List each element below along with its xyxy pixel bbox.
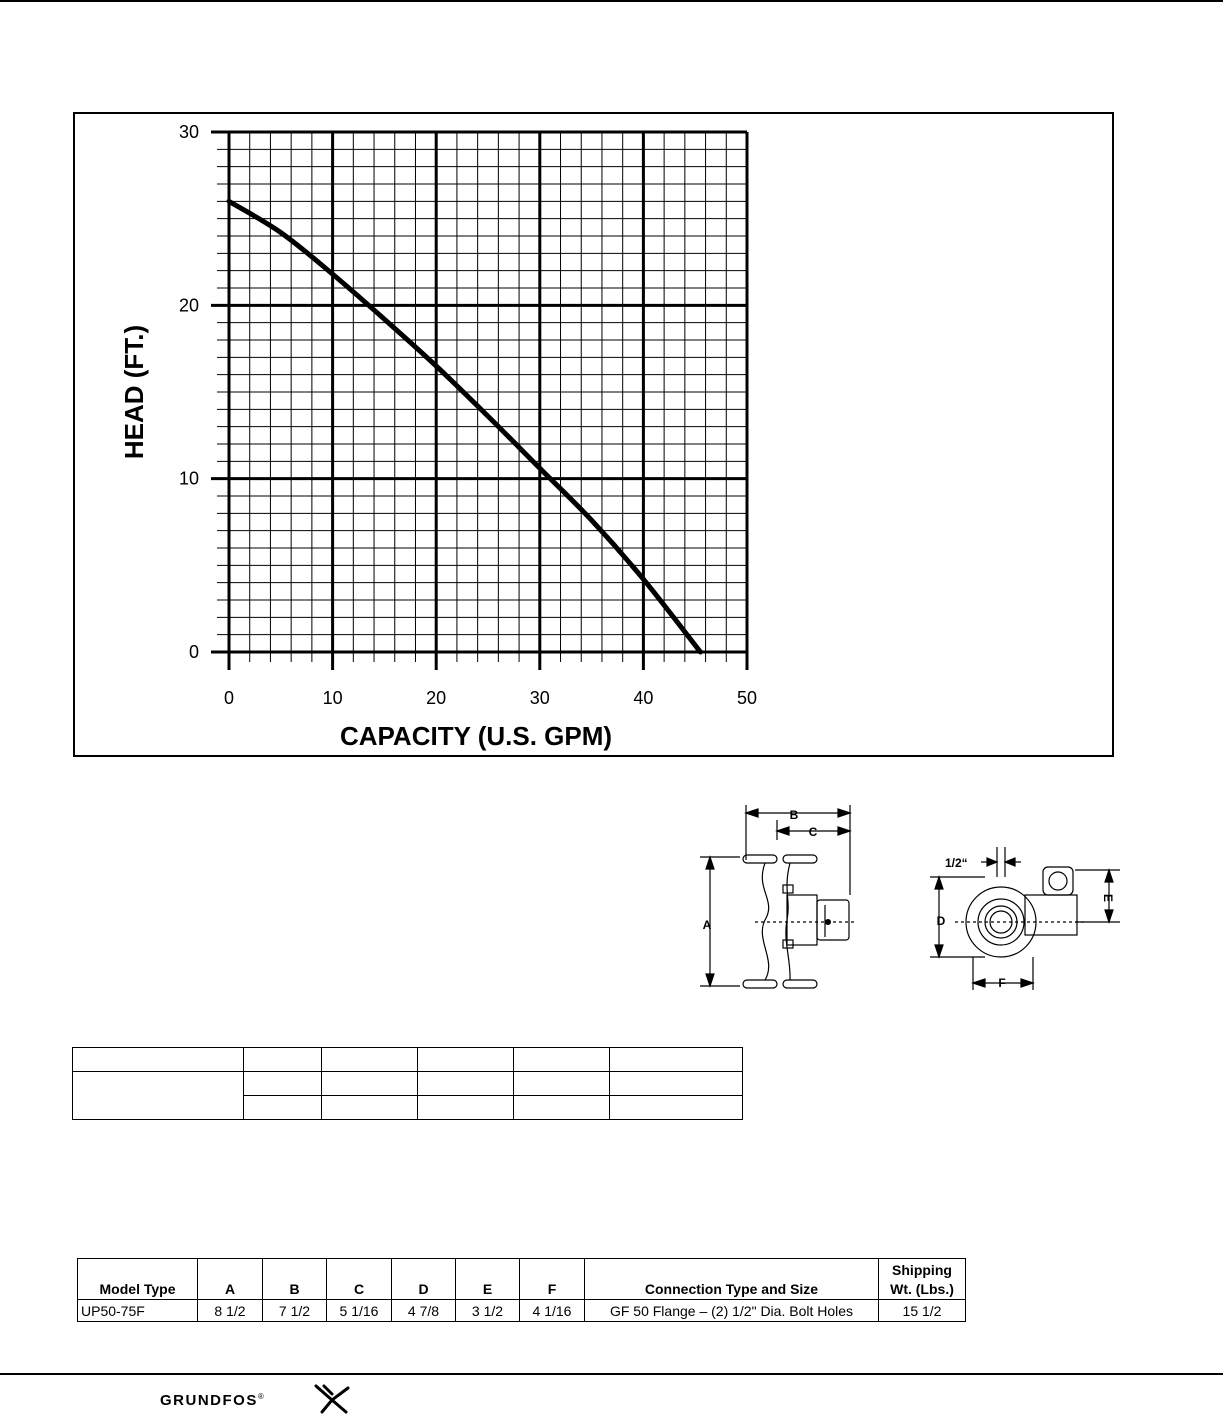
header-e: E [456,1259,520,1300]
table-row [78,1300,966,1322]
header-d: D [392,1259,456,1300]
header-a: A [198,1259,263,1300]
blank-cell [514,1048,610,1072]
cell-c: 5 1/16 [327,1300,392,1322]
performance-chart-frame [73,112,1114,757]
x-tick-label: 20 [426,688,447,708]
blank-cell [610,1048,743,1072]
cell-d: 4 7/8 [392,1300,456,1322]
blank-cell [73,1072,244,1120]
dim-label-e: E [1101,893,1115,903]
header-f: F [520,1259,585,1300]
header-c: C [327,1259,392,1300]
cell-a: 8 1/2 [198,1300,263,1322]
registered-mark: ® [257,1392,266,1401]
top-rule [0,0,1223,2]
cell-connection: GF 50 Flange – (2) 1/2" Dia. Bolt Holes [585,1300,879,1322]
blank-cell [514,1072,610,1096]
bottom-rule [0,1373,1223,1375]
performance-chart [75,114,1116,759]
blank-cell [418,1096,514,1120]
cell-e: 3 1/2 [456,1300,520,1322]
cell-f: 4 1/16 [520,1300,585,1322]
y-tick-label: 20 [178,295,199,316]
dim-label-a: A [702,918,712,932]
x-tick-label: 30 [529,688,550,708]
blank-cell [322,1096,418,1120]
pump-end-view-diagram [925,845,1125,995]
dim-label-d: D [936,914,946,928]
x-tick-label: 40 [633,688,654,708]
y-tick-label: 10 [178,468,199,489]
cell-shipping-weight: 15 1/2 [879,1300,966,1322]
x-tick-label: 0 [223,688,235,708]
dimensions-table [77,1258,966,1322]
blank-spec-table [72,1047,743,1120]
y-tick-label: 0 [188,642,199,662]
dim-label-c: C [808,825,818,839]
header-b: B [263,1259,327,1300]
blank-cell [514,1096,610,1120]
blank-cell [418,1048,514,1072]
brand-name [160,1392,265,1409]
cell-model-type: UP50-75F [78,1300,198,1322]
dim-label-f: F [998,976,1006,990]
blank-cell [322,1048,418,1072]
blank-cell [610,1096,743,1120]
grundfos-x-icon [312,1382,352,1416]
header-model-type: Model Type [78,1259,198,1300]
x-axis-title: CAPACITY (U.S. GPM) [339,721,613,751]
header-connection: Connection Type and Size [585,1259,879,1300]
dimensions-table-header-row [78,1259,966,1300]
blank-cell [244,1072,322,1096]
x-tick-label: 50 [736,688,758,708]
x-tick-label: 10 [322,688,343,708]
blank-cell [244,1096,322,1120]
header-shipping-weight: Shipping Wt. (Lbs.) [879,1259,966,1300]
cell-b: 7 1/2 [263,1300,327,1322]
pump-side-view-diagram [695,800,865,1000]
dim-label-half-inch: 1/2“ [945,856,968,870]
blank-cell [73,1048,244,1072]
y-axis-title: HEAD (FT.) [119,324,149,460]
blank-cell [244,1048,322,1072]
blank-cell [322,1072,418,1096]
y-tick-label: 30 [178,122,199,142]
brand-wordmark: GRUNDFOS [160,1392,258,1409]
dim-label-b: B [789,808,799,822]
blank-cell [610,1072,743,1096]
blank-cell [418,1072,514,1096]
